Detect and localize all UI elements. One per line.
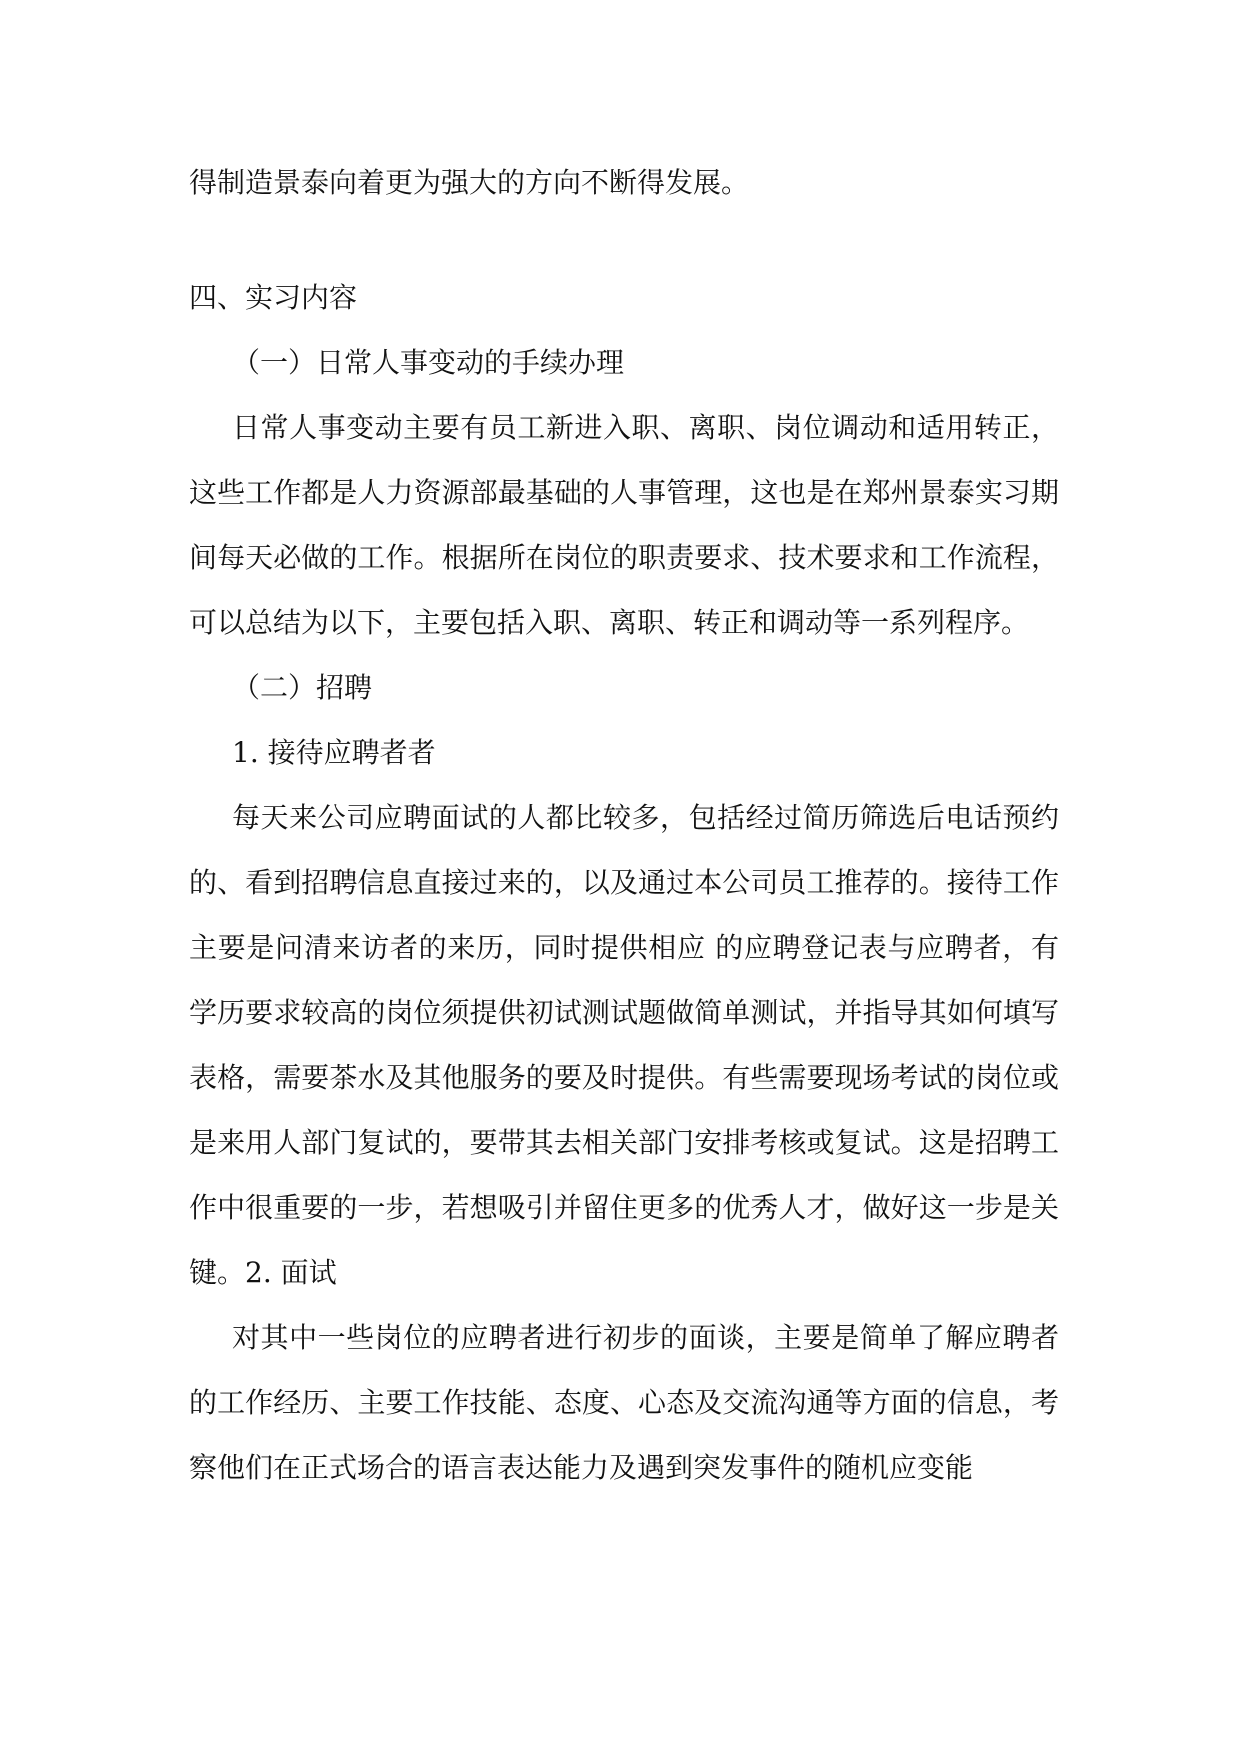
subheading-personnel-changes: （一）日常人事变动的手续办理 (232, 346, 625, 379)
document-body (189, 150, 1059, 1500)
item-receive-applicants: 1. 接待应聘者者 (232, 736, 436, 769)
paragraph-personnel-changes: 日常人事变动主要有员工新进入职、离职、岗位调动和适用转正，这些工作都是人力资源部最基础的人事管理，这也是在郑州景泰实习期间每天必做的工作。根据所在岗位的职责要求、技术要求和工作流程，可以总结为以下，主要包括入职、离职、转正和调动等一系列程序。 (189, 411, 1059, 639)
subheading-recruitment: （二）招聘 (232, 671, 373, 704)
paragraph-continuation: 得制造景泰向着更为强大的方向不断得发展。 (189, 166, 750, 199)
paragraph-receive-applicants: 每天来公司应聘面试的人都比较多，包括经过简历筛选后电话预约的、看到招聘信息直接过来的，以及通过本公司员工推荐的。接待工作主要是问清来访者的来历，同时提供相应 的应聘登记表与应聘者，有学历要求较高的岗位须提供初试测试题做简单测试，并指导其如何填写表格，需要茶水及其他服务的要及时提供。有些需要现场考试的岗位或是来用人部门复试的，要带其去相关部门安排考核或复试。这是招聘工作中很重要的一步，若想吸引并留住更多的优秀人才，做好这一步是关键。2. 面试 (189, 801, 1059, 1289)
section-spacer (189, 215, 1059, 265)
section-heading-internship-content: 四、实习内容 (189, 281, 358, 314)
paragraph-interview: 对其中一些岗位的应聘者进行初步的面谈，主要是简单了解应聘者的工作经历、主要工作技能、态度、心态及交流沟通等方面的信息，考察他们在正式场合的语言表达能力及遇到突发事件的随机应变能 (189, 1321, 1059, 1484)
